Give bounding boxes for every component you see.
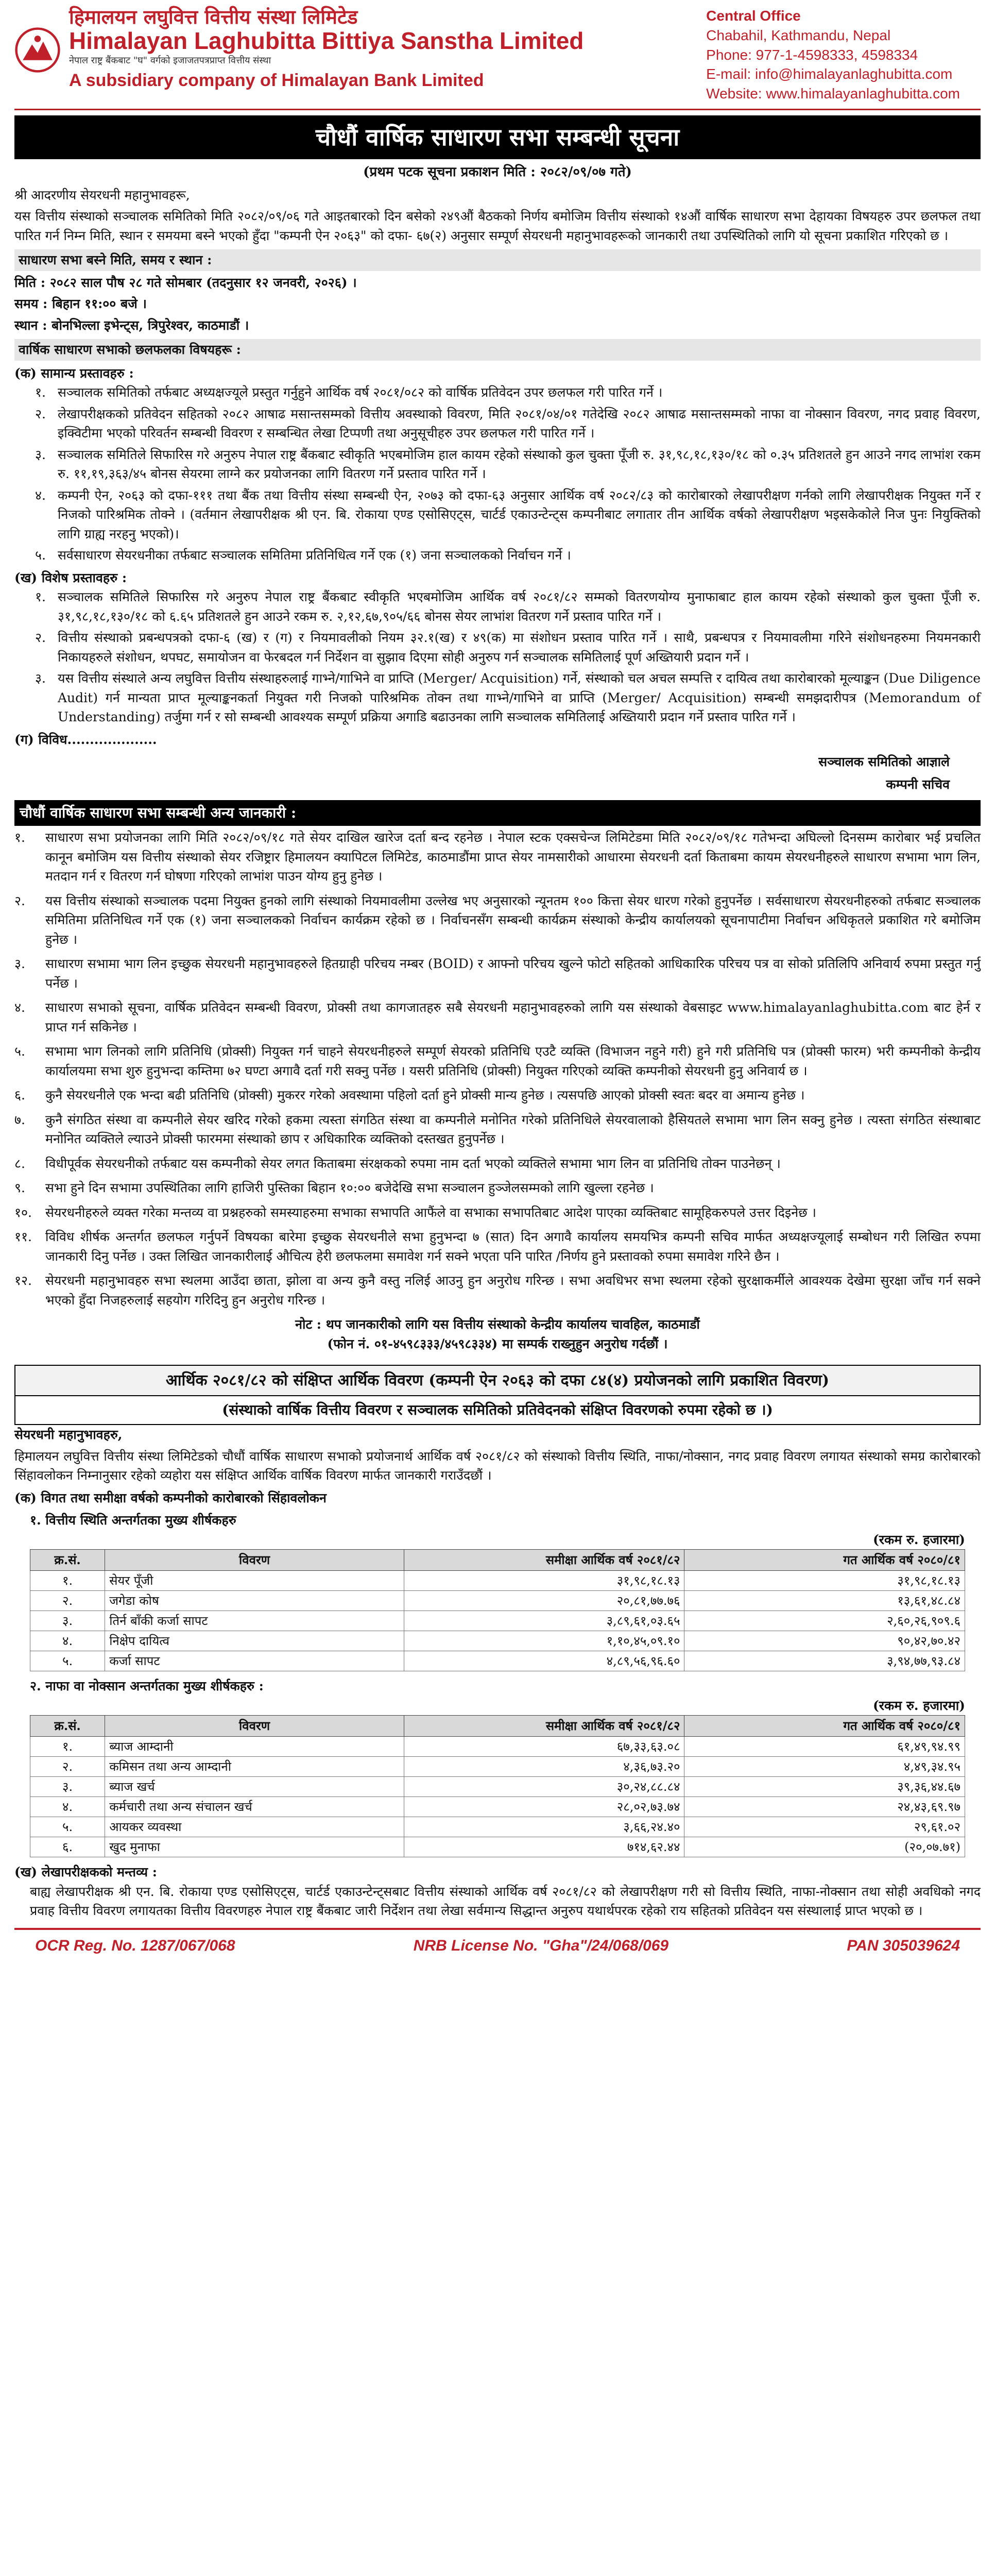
table-row [30,1837,965,1857]
item-text: कुनै सेयरधनीले एक भन्दा बढी प्रतिनिधि (प्रोक्सी) मुकरर गरेको अवस्थामा पहिलो दर्ता हुने प्रोक्सी मान्य हुनेछ । त्यसपछि आएको प्रोक्सी स्वतः बदर वा अमान्य हुनेछ । [45,1088,805,1103]
list-item [35,383,981,402]
table2-unit: (रकम रु. हजारमा) [872,1698,965,1713]
table-row [30,1651,965,1671]
table-cell: २८,०२,७३.७४ [404,1797,684,1817]
item-text: सभामा भाग लिनको लागि प्रतिनिधि (प्रोक्सी) नियुक्त गर्न चाहने सेयरधनीहरुले सम्पूर्ण सेयरको प्रतिनिधि एउटै व्यक्ति (विभाजन नहुने गरी) हुने गरी प्रतिनिधि पत्र (प्रोक्सी फारम) भरी कम्पनीको केन्द्रीय कार्यालयमा सभा शुरु हुनुभन्दा कम्तिमा ७२ घण्टा अगावै दर्ता गरी सक्नु पर्नेछ । यसरी प्रतिनिधि (प्रोक्सी) नियुक्त गरिएको व्यक्ति कम्पनीको सेयरधनी हुनु अनिवार्य छ । [45,1044,981,1078]
table-cell: ४,८९,५६,९६.६० [404,1651,684,1671]
item-number: ६. [14,1088,25,1103]
registration-footer [14,1928,981,1962]
list-item [35,628,981,667]
item-number: ५. [14,1044,25,1059]
table-cell: ७१४,६२.४४ [404,1837,684,1857]
column-header: गत आर्थिक वर्ष २०८०/८१ [684,1716,965,1737]
meeting-time: समय : बिहान ११:०० बजे । [14,296,147,312]
item-number: ७. [14,1112,25,1127]
item-number: ११. [14,1229,32,1245]
table-cell: ३. [30,1611,105,1631]
list-item [35,486,981,544]
list-item [14,891,981,950]
table-cell: १३,६१,४८.८४ [684,1591,965,1611]
license-tagline: नेपाल राष्ट्र बैंकबाट "घ" वर्गको इजाजतपत्रप्राप्त वित्तीय संस्था [69,55,271,66]
review-heading: (क) विगत तथा समीक्षा वर्षको कम्पनीको कारोबारको सिंहावलोकन [14,1490,327,1505]
notice-intro: यस वित्तीय संस्थाको सञ्चालक समितिको मिति २०८२/०९/०६ गते आइतबारको दिन बसेको २४९औं बैठकको निर्णय बमोजिम वित्तीय संस्थाको १४औं वार्षिक साधारण सभा देहायका विषयहरु उपर छलफल तथा पारित गर्न निम्न मिति, स्थान र समयमा बस्ने भएको हुँदा "कम्पनी ऐन २०६३" को दफा- ६७(२) अनुसार सम्पूर्ण सेयरधनी महानुभावहरूको जानकारी तथा उपस्थितिको लागि यो सूचना प्रकाशित गरिएको छ । [14,209,981,243]
list-item [14,1203,981,1223]
table-cell: ३०,२४,८८.८४ [404,1777,684,1797]
column-header: क्र.सं. [30,1716,105,1737]
office-phone: Phone: 977-1-4598333, 4598334 [706,46,918,63]
list-item [14,1086,981,1105]
column-header: विवरण [105,1550,404,1571]
table-cell: २०,८१,७७.७६ [404,1591,684,1611]
table-cell: १. [30,1737,105,1757]
table1-unit: (रकम रु. हजारमा) [872,1532,965,1547]
table-cell: २. [30,1591,105,1611]
profit-loss-table [30,1715,965,1857]
table-cell: कमिसन तथा अन्य आम्दानी [105,1757,404,1777]
financial-summary-subtitle: (संस्थाको वार्षिक वित्तीय विवरण र सञ्चालक समितिको प्रतिवेदनको संक्षिप्त विवरणको रुपमा रहेको छ ।) [14,1396,981,1425]
office-title: Central Office [706,8,801,24]
misc-heading: (ग) विविध.................... [14,732,157,747]
item-number: २. [35,406,46,421]
office-email[interactable]: E-mail: info@himalayanlaghubitta.com [706,66,953,82]
item-number: ४. [35,487,46,503]
table-cell: ४,३६,७३.२० [404,1757,684,1777]
office-address: Chabahil, Kathmandu, Nepal [706,27,891,43]
item-number: ८. [14,1156,25,1171]
company-name-english: Himalayan Laghubitta Bittiya Sanstha Limited [69,27,584,54]
general-proposals-heading: (क) सामान्य प्रस्तावहरु : [14,365,134,381]
item-text: कुनै संगठित संस्था वा कम्पनीले सेयर खरिद गरेको हकमा त्यस्ता संगठित संस्था वा कम्पनीले मनोनित गरेको प्रतिनिधिले सेयरवालाको हैसियतले सभामा भाग लिन सक्नु हुनेछ । त्यस्ता संगठित संस्थाबाट मनोनित व्यक्तिले ल्याउने प्रोक्सी फारममा संस्थाको छाप र अधिकारिक व्यक्तिको दस्तखत हुनुपर्नेछ । [45,1112,981,1147]
item-number: १. [35,385,46,400]
table-cell: ब्याज खर्च [105,1777,404,1797]
table-cell: आयकर व्यवस्था [105,1817,404,1837]
table-cell: ६. [30,1837,105,1857]
financial-summary-title: आर्थिक २०८१/८२ को संक्षिप्त आर्थिक विवरण (कम्पनी ऐन २०६३ को दफा ८४(४) प्रयोजनको लागि प्रकाशित विवरण) [14,1365,981,1396]
notice-title: चौधौं वार्षिक साधारण सभा सम्बन्धी सूचना [14,115,981,159]
table-cell: कर्मचारी तथा अन्य संचालन खर्च [105,1797,404,1817]
list-item [35,404,981,443]
list-item [14,828,981,886]
table-cell: ५. [30,1651,105,1671]
list-item [14,1042,981,1080]
item-number: ३. [35,671,46,686]
table-cell: ४. [30,1797,105,1817]
table-header-row [30,1550,965,1571]
table-cell: ३१,९८,१८.१३ [404,1571,684,1591]
table-cell: खुद मुनाफा [105,1837,404,1857]
ocr-registration: OCR Reg. No. 1287/067/068 [35,1937,235,1954]
signature-line-2: कम्पनी सचिव [886,776,950,792]
list-item [35,669,981,727]
column-header: समीक्षा आर्थिक वर्ष २०८१/८२ [404,1550,684,1571]
table-cell: २४,४३,६९.९७ [684,1797,965,1817]
financial-position-table [30,1549,965,1671]
item-text: सेयरधनी महानुभावहरु सभा स्थलमा आउँदा छाता, झोला वा अन्य कुनै वस्तु नलिई आउनु हुन अनुरोध गरिन्छ । सभा अवधिभर सभा स्थलमा रहेको सुरक्षाकर्मीले आवश्यक देखेमा सुरक्षा जाँच गर्न सक्ने भएको हुँदा निजहरुलाई सहयोग गरिदिनु हुन अनुरोध गरिन्छ । [45,1273,981,1308]
table1-title: १. वित्तीय स्थिति अन्तर्गतका मुख्य शीर्षकहरु [30,1513,236,1528]
table-cell: ५. [30,1817,105,1837]
table-cell: ब्याज आम्दानी [105,1737,404,1757]
table-cell: ३९,३६,४४.६७ [684,1777,965,1797]
list-item [35,587,981,626]
subsidiary-line: A subsidiary company of Himalayan Bank Limited [69,71,484,91]
table-row [30,1631,965,1651]
item-text: साधारण सभाको सूचना, वार्षिक प्रतिवेदन सम्बन्धी विवरण, प्रोक्सी तथा कागजातहरु सबै सेयरधनी महानुभावहरुको लागि यस संस्थाको वेबसाइट www.himalayanlaghubitta.com बाट हेर्न र प्राप्त गर्न सकिनेछ । [45,1000,981,1035]
table-cell: २९,६१.०२ [684,1817,965,1837]
special-proposals-list [14,587,981,727]
other-info-list [14,828,981,1310]
special-proposals-heading: (ख) विशेष प्रस्तावहरु : [14,570,127,585]
column-header: गत आर्थिक वर्ष २०८०/८१ [684,1550,965,1571]
item-number: ५. [35,548,46,563]
office-website[interactable]: Website: www.himalayanlaghubitta.com [706,86,960,102]
list-item [14,1227,981,1266]
item-number: १०. [14,1205,32,1220]
table-cell: ६१,४९,९४.९९ [684,1737,965,1757]
agenda-heading: वार्षिक साधारण सभाको छलफलका विषयहरू : [14,339,981,361]
item-number: ९. [14,1180,25,1196]
table-cell: निक्षेप दायित्व [105,1631,404,1651]
item-text: विविध शीर्षक अन्तर्गत छलफल गर्नुपर्ने विषयका बारेमा इच्छुक सेयरधनीले सभा हुनुभन्दा ७ (सात) दिन अगावै कार्यालय समयभित्र कम्पनी सचिव मार्फत अध्यक्षज्यूलाई सम्बोधन गरी लिखित रुपमा जानकारी दिनु पर्नेछ । उक्त लिखित जानकारीलाई औचित्य हेरी छलफलमा समावेश गर्न सक्ने भएता पनि पारित /निर्णय हुने प्रस्तावको रुपमा समावेश गरिने छैन । [45,1229,981,1264]
general-proposals-list [14,383,981,565]
table-cell: ३. [30,1777,105,1797]
auditor-heading: (ख) लेखापरीक्षकको मन्तव्य : [14,1865,157,1880]
table-cell: ३१,९८,१८.१३ [684,1571,965,1591]
item-text: सञ्चालक समितिको तर्फबाट अध्यक्षज्यूले प्रस्तुत गर्नुहुने आर्थिक वर्ष २०८१/०८२ को वार्षिक प्रतिवेदन उपर छलफल गरी पारित गर्ने । [58,385,663,400]
item-text: सभा हुने दिन सभामा उपस्थितिका लागि हाजिरी पुस्तिका बिहान १०:०० बजेदेखि सभा सञ्चालन हुञ्जेलसम्मको लागि खुल्ला रहनेछ । [45,1180,654,1196]
financial-intro: हिमालयन लघुवित्त वित्तीय संस्था लिमिटेडको चौधौं वार्षिक साधारण सभाको प्रयोजनार्थ आर्थिक वर्ष २०८१/८२ को संस्थाको वित्तीय स्थिति, नाफा/नोक्सान, नगद प्रवाह विवरण लगायत संस्थाको समग्र कारोबारको सिंहावलोकन निम्नानुसार रहेको व्यहोरा यस संक्षिप्त आर्थिक वार्षिक विवरण मार्फत जानकारी गराउँदछौं । [14,1448,981,1483]
table-cell: ४. [30,1631,105,1651]
contact-note-line-2: (फोन नं. ०१-४५९८३३३/४५९८३३४) मा सम्पर्क राख्नुहुन अनुरोध गर्दछौं । [327,1336,668,1351]
list-item [14,1271,981,1310]
table-row [30,1797,965,1817]
table-cell: ४,४९,३४.९५ [684,1757,965,1777]
table-cell: (२०,०७.७१) [684,1837,965,1857]
table-cell: २,६०,२६,९०९.६ [684,1611,965,1631]
item-text: यस वित्तीय संस्थाले अन्य लघुवित्त वित्तीय संस्थाहरुलाई गाभ्ने/गाभिने वा प्राप्ति (Merger/ Acquisition) गर्ने, संस्थाको चल अचल सम्पत्ति र दायित्व तथा कारोबारको मूल्याङ्कन (Due Diligence Audit) गर्न मान्यता प्राप्त मूल्याङ्कनकर्ता नियुक्त गरी निजको पारिश्रमिक तोक्न तथा गाभ्ने/गाभिने वा प्राप्ति (Merger/ Acquisition) सम्बन्धी समझदारीपत्र (Memorandum of Understanding) तर्जुमा गर्न र सो सम्बन्धी आवश्यक सम्पूर्ण प्रक्रिया अगाडि बढाउनका लागि सञ्चालक समितिलाई अख्तियारी प्रदान गर्ने प्रस्ताव पारित गर्ने । [58,671,981,725]
column-header: क्र.सं. [30,1550,105,1571]
item-number: ३. [35,447,46,462]
signature-line-1: सञ्चालक समितिको आज्ञाले [818,754,950,770]
brand-block [14,6,584,94]
nrb-license: NRB License No. "Gha"/24/068/069 [413,1937,669,1954]
item-number: २. [35,630,46,646]
list-item [35,445,981,484]
table-cell: ६७,३३,६३.०८ [404,1737,684,1757]
company-name-nepali: हिमालयन लघुवित्त वित्तीय संस्था लिमिटेड [69,5,358,28]
table-header-row [30,1716,965,1737]
item-text: विधीपूर्वक सेयरधनीको तर्फबाट यस कम्पनीको सेयर लगत किताबमा संरक्षकको रुपमा नाम दर्ता भएको व्यक्तिले सभामा भाग लिन वा प्रतिनिधि तोक्न पाउनेछन् । [45,1156,781,1171]
list-item [14,1110,981,1149]
item-number: १. [14,830,25,845]
table-cell: ३,६६,२४.४० [404,1817,684,1837]
item-number: १. [35,589,46,605]
item-text: वित्तीय संस्थाको प्रबन्धपत्रको दफा-६ (ख) र (ग) र नियमावलीको नियम ३२.१(ख) र ४९(क) मा संशोधन प्रस्ताव पारित गर्ने । साथै, प्रबन्धपत्र र नियमावलीमा गरिने संशोधनहरुमा नियमनकारी निकायहरुले संशोधन, थपघट, समायोजन वा फेरबदल गर्न निर्देशन वा सुझाव दिएमा सोही अनुरुप गर्न सञ्चालक समितिलाई पूर्ण अख्तियारी प्रदान गर्ने । [58,630,981,665]
brand-text [69,6,584,94]
table-cell: ९०,४२,७०.४२ [684,1631,965,1651]
item-number: ४. [14,1000,25,1015]
item-text: यस वित्तीय संस्थाको सञ्चालक पदमा नियुक्त हुनको लागि संस्थाको नियमावलीमा उल्लेख भए अनुसारको न्यूनतम १०० कित्ता सेयर धारण गरेको हुनुपर्नेछ । सर्वसाधारण सेयरधनीहरुको तर्फबाट सञ्चालक समितिमा प्रतिनिधित्व गर्ने एक (१) जना सञ्चालकको निर्वाचन कार्यक्रम रहेको छ । निर्वाचनसँग सम्बन्धी कार्यक्रम संस्थाको केन्द्रीय कार्यालयको सूचनापाटीमा निर्वाचन अधिकृतले प्रकाशित गरे बमोजिम हुनेछ । [45,893,981,947]
table-cell: जगेडा कोष [105,1591,404,1611]
table-cell: १,१०,४५,०९.१० [404,1631,684,1651]
item-number: २. [14,893,25,908]
meeting-date: मिति : २०८२ साल पौष २८ गते सोमबार (तदनुसार १२ जनवरी, २०२६) । [14,275,357,290]
column-header: विवरण [105,1716,404,1737]
meeting-details-heading: साधारण सभा बस्ने मिति, समय र स्थान : [14,249,981,271]
company-logo-icon [14,27,61,73]
table-row [30,1777,965,1797]
list-item [14,1154,981,1174]
item-text: कम्पनी ऐन, २०६३ को दफा-१११ तथा बैंक तथा वित्तीय संस्था सम्बन्धी ऐन, २०७३ को दफा-६३ अनुसार आर्थिक वर्ष २०८२/८३ को कारोबारको लेखापरीक्षण गर्नको लागि लेखापरीक्षक नियुक्त गर्ने र निजको पारिश्रमिक तोक्ने । (वर्तमान लेखापरीक्षक श्री एन. बि. रोकाया एण्ड एसोसिएट्स, चार्टर्ड एकाउन्टेन्ट्स कम्पनीबाट लगातार तीन आर्थिक वर्षको लेखापरीक्षण भइसकेकोले निज पुनः नियुक्तिको लागि ग्राह्य नरहनु भएको)। [58,487,981,541]
table-row [30,1591,965,1611]
table-row [30,1737,965,1757]
table-row [30,1817,965,1837]
table-cell: सेयर पूँजी [105,1571,404,1591]
table-row [30,1571,965,1591]
table-row [30,1611,965,1631]
item-text: सेयरधनीहरुले व्यक्त गरेका मन्तव्य वा प्रश्नहरुको समस्याहरुमा सभाका सभापति आफैंले वा सभाका सभापतिबाट आदेश पाएका व्यक्तिबाट सामूहिकरुपले उत्तर दिइनेछ । [45,1205,817,1220]
list-item [14,954,981,993]
financial-salutation: सेयरधनी महानुभावहरु, [14,1427,123,1443]
column-header: समीक्षा आर्थिक वर्ष २०८१/८२ [404,1716,684,1737]
list-item [14,1178,981,1198]
salutation: श्री आदरणीय सेयरधनी महानुभावहरू, [14,187,190,202]
letterhead [14,0,981,110]
table-cell: २. [30,1757,105,1777]
publication-date: (प्रथम पटक सूचना प्रकाशन मिति : २०८२/०९/०७ गते) [363,164,632,180]
table-cell: कर्जा सापट [105,1651,404,1671]
item-number: ३. [14,956,25,972]
contact-note-line-1: नोट : थप जानकारीको लागि यस वित्तीय संस्थाको केन्द्रीय कार्यालय चावहिल, काठमाडौं [295,1317,700,1332]
list-item [14,998,981,1037]
item-text: साधारण सभा प्रयोजनका लागि मिति २०८२/०९/१८ गते सेयर दाखिल खारेज दर्ता बन्द रहनेछ । नेपाल स्टक एक्सचेन्ज लिमिटेडमा मिति २०८२/०९/१८ गतेभन्दा अघिल्लो दिनसम्म कारोबार भई प्रचलित कानून बमोजिम यस वित्तीय संस्थाको सेयर रजिष्ट्रार हिमालयन क्यापिटल लिमिटेड, काठमाडौंमा प्राप्त सेयर नामसारीको आधारमा सेयरधनी दर्ता किताबमा कायम सेयरधनीहरुले साधारण सभामा भाग लिन, मतदान गर्न र वितरण गर्न घोषणा गरिएको लाभांश पाउन योग्य हुनु हुनेछ । [45,830,981,884]
pan-number: PAN 305039624 [847,1937,960,1954]
item-text: सञ्चालक समितिले सिफारिस गरे अनुरुप नेपाल राष्ट्र बैंकबाट स्वीकृति भएबमोजिम आर्थिक वर्ष २०८१/८२ सम्मको वितरणयोग्य मुनाफाबाट हाल कायम रहेको संस्थाको कुल चुक्ता पूँजी रु. ३१,९८,१८,१३०/१८ को ६.६५ प्रतिशतले हुन आउने रकम रु. २,१२,६७,९०५/६६ बोनस सेयर लाभांश वितरण गर्ने प्रस्ताव पारित गर्ने । [58,589,981,624]
item-text: सर्वसाधारण सेयरधनीका तर्फबाट सञ्चालक समितिमा प्रतिनिधित्व गर्ने एक (१) जना सञ्चालकको निर्वाचन गर्ने । [58,548,571,563]
table-cell: ३,८९,६१,०३.६५ [404,1611,684,1631]
table2-title: २. नाफा वा नोक्सान अन्तर्गतका मुख्य शीर्षकहरु : [30,1679,264,1694]
table-cell: ३,९४,७७,९३.८४ [684,1651,965,1671]
item-text: लेखापरीक्षकको प्रतिवेदन सहितको २०८२ आषाढ मसान्तसम्मको वित्तीय अवस्थाको विवरण, मिति २०८१/०४/०१ गतेदेखि २०८२ आषाढ मसान्तसम्मको नाफा वा नोक्सान विवरण, नगद प्रवाह विवरण, इक्विटीमा भएको परिवर्तन सम्बन्धी विवरण र सम्बन्धित लेखा टिप्पणी तथा अनुसूचीहरु उपर छलफल गरी पारित गर्ने । [58,406,981,441]
meeting-venue: स्थान : बोनभिल्ला इभेन्ट्स, त्रिपुरेश्वर, काठमाडौं । [14,317,249,333]
table-cell: १. [30,1571,105,1591]
table-cell: तिर्न बाँकी कर्जा सापट [105,1611,404,1631]
office-contact [706,6,981,104]
item-number: १२. [14,1273,32,1289]
other-info-heading: चौधौं वार्षिक साधारण सभा सम्बन्धी अन्य जानकारी : [14,800,981,826]
item-text: साधारण सभामा भाग लिन इच्छुक सेयरधनी महानुभावहरुले हितग्राही परिचय नम्बर (BOID) र आफ्नो परिचय खुल्ने फोटो सहितको आधिकारिक परिचय पत्र वा सोको प्रतिलिपि अनिवार्य रुपमा प्रस्तुत गर्नु पर्नेछ । [45,956,981,991]
item-text: सञ्चालक समितिले सिफारिस गरे अनुरुप नेपाल राष्ट्र बैंकबाट स्वीकृति भएबमोजिम हाल कायम रहेको संस्थाको कुल चुक्ता पूँजी रु. ३१,९८,१८,१३०/१८ को ०.३५ प्रतिशतले हुन आउने नगद लाभांश रकम रु. ११,१९,३६३/४५ बोनस सेयरमा लाग्ने कर प्रयोजनका लागि वितरण गर्ने प्रस्ताव पारित गर्ने । [58,447,981,482]
auditor-text: बाह्य लेखापरीक्षक श्री एन. बि. रोकाया एण्ड एसोसिएट्स, चार्टर्ड एकाउन्टेन्ट्सबाट वित्तीय संस्थाको आर्थिक वर्ष २०८१/८२ को लेखापरीक्षण गरी सो वित्तीय स्थिति, नाफा-नोक्सान तथा सोही अवधिको नगद प्रवाह वित्तीय विवरण लगायतका वित्तीय विवरणहरु नेपाल राष्ट्र बैंकबाट जारी निर्देशन तथा लेखा सर्वमान्य सिद्धान्त अनुरुप यथार्थपरक रहेको राय सहितको प्रतिवेदन यस संस्थालाई प्राप्त भएको छ । [30,1884,981,1919]
list-item [35,546,981,565]
table-row [30,1757,965,1777]
